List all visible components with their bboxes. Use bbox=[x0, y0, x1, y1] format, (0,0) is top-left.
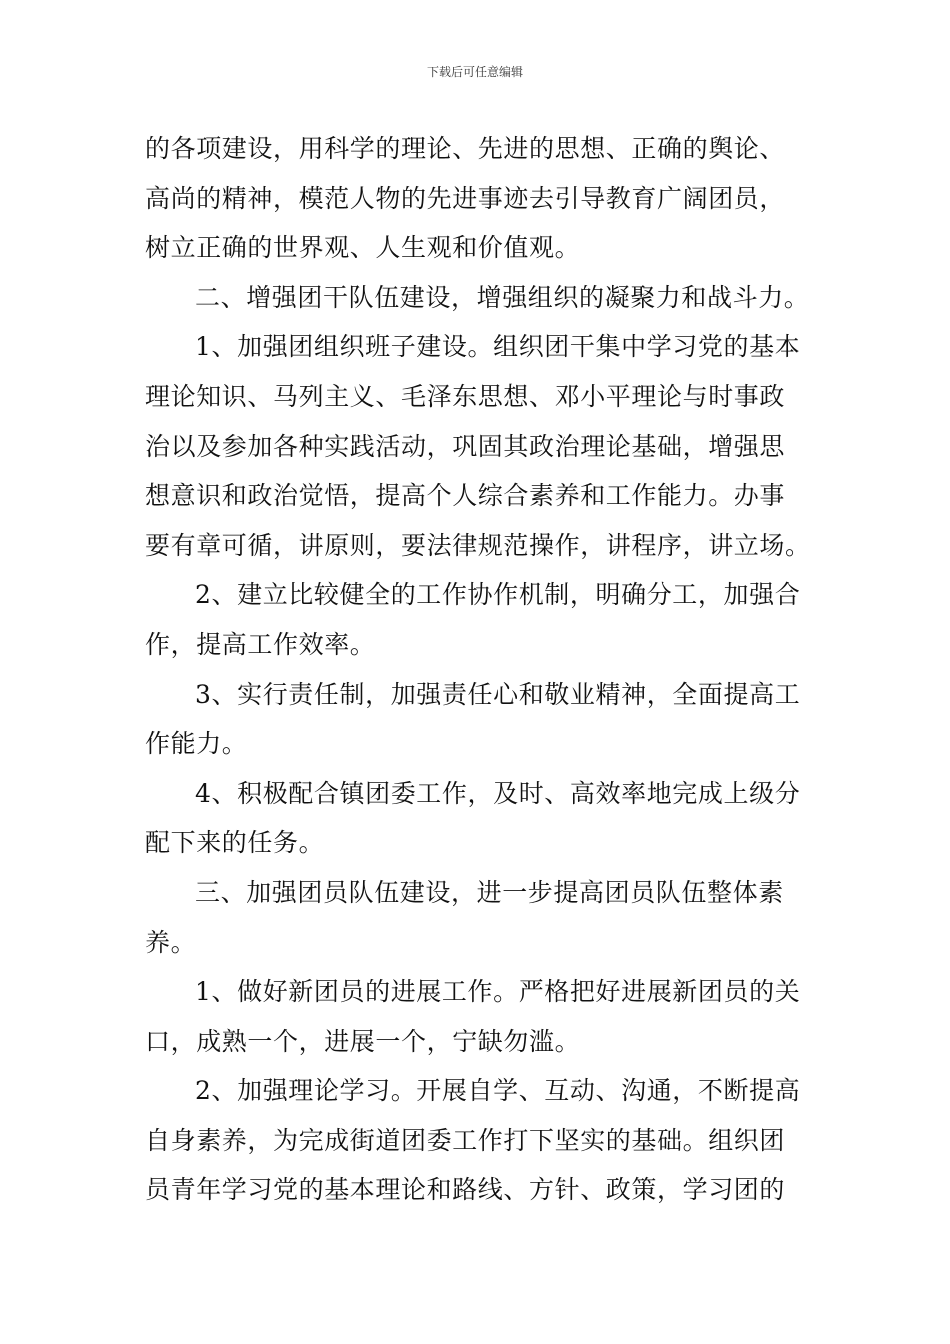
text-line: 树立正确的世界观、人生观和价值观。 bbox=[145, 233, 581, 263]
text-line: 4、积极配合镇团委工作，及时、高效率地完成上级分 bbox=[195, 778, 801, 808]
text-line: 二、增强团干队伍建设，增强组织的凝聚力和战斗力。 bbox=[195, 282, 810, 312]
text-line: 要有章可循，讲原则，要法律规范操作，讲程序，讲立场。 bbox=[145, 530, 811, 560]
text-line: 治以及参加各种实践活动，巩固其政治理论基础，增强思 bbox=[145, 431, 786, 461]
text-line: 2、加强理论学习。开展自学、互动、沟通，不断提高 bbox=[195, 1076, 801, 1106]
text-line: 养。 bbox=[145, 927, 197, 957]
document-body bbox=[145, 124, 810, 1215]
text-line: 2、建立比较健全的工作协作机制，明确分工，加强合 bbox=[195, 580, 801, 610]
text-line: 高尚的精神，模范人物的先进事迹去引导教育广阔团员， bbox=[145, 183, 786, 213]
text-line: 3、实行责任制，加强责任心和敬业精神，全面提高工 bbox=[195, 679, 801, 709]
page-header: 下载后可任意编辑 bbox=[426, 65, 523, 79]
text-line: 作，提高工作效率。 bbox=[145, 629, 376, 659]
text-line: 1、加强团组织班子建设。组织团干集中学习党的基本 bbox=[195, 332, 801, 362]
text-line: 作能力。 bbox=[145, 729, 248, 759]
text-line: 想意识和政治觉悟，提高个人综合素养和工作能力。办事 bbox=[145, 481, 786, 511]
text-line: 1、做好新团员的进展工作。严格把好进展新团员的关 bbox=[195, 977, 801, 1007]
text-line: 员青年学习党的基本理论和路线、方针、政策，学习团的 bbox=[145, 1175, 786, 1205]
text-line: 的各项建设，用科学的理论、先进的思想、正确的舆论、 bbox=[145, 134, 786, 163]
text-line: 口，成熟一个，进展一个，宁缺勿滥。 bbox=[145, 1026, 581, 1056]
text-line: 自身素养，为完成街道团委工作打下坚实的基础。组织团 bbox=[145, 1125, 786, 1155]
text-line: 三、加强团员队伍建设，进一步提高团员队伍整体素 bbox=[195, 877, 784, 907]
text-line: 配下来的任务。 bbox=[145, 828, 325, 858]
text-line: 理论知识、马列主义、毛泽东思想、邓小平理论与时事政 bbox=[145, 381, 786, 411]
